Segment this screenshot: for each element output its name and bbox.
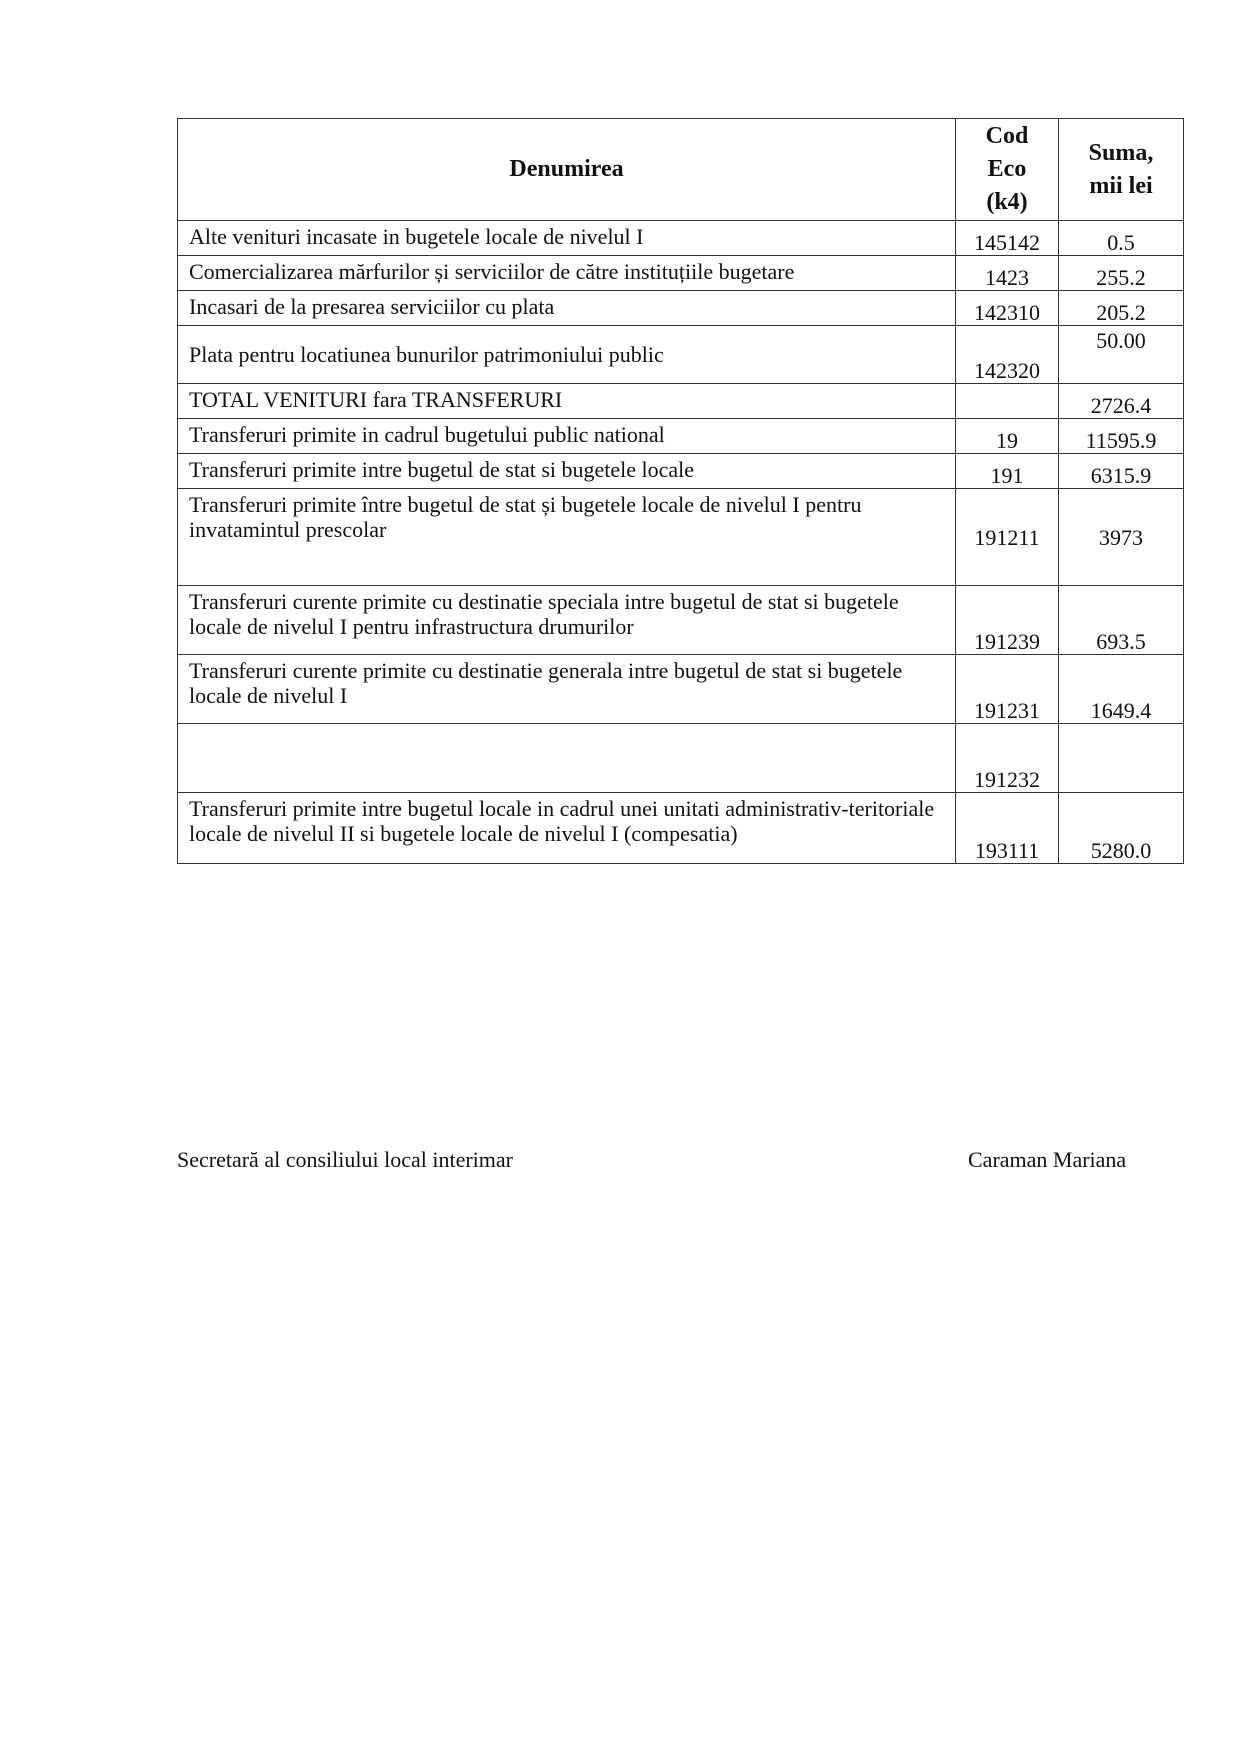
header-cod-eco-line: Cod — [985, 123, 1029, 149]
row-name: Incasari de la presarea serviciilor cu plata — [178, 291, 956, 326]
row-name: Transferuri curente primite cu destinatie generala intre bugetul de stat si bugetele locale de nivelul I — [178, 655, 956, 724]
table-row — [178, 419, 1184, 454]
table-row — [178, 793, 1184, 864]
table-row — [178, 291, 1184, 326]
row-sum: 11595.9 — [1059, 419, 1184, 454]
row-name: Transferuri curente primite cu destinatie speciala intre bugetul de stat si bugetele locale de nivelul I pentru infrastructura drumurilor — [178, 586, 956, 655]
header-suma-line: Suma, — [1088, 139, 1154, 166]
row-name: Transferuri primite in cadrul bugetului public national — [178, 419, 956, 454]
row-code: 191 — [956, 454, 1059, 489]
row-sum: 50.00 — [1059, 326, 1184, 384]
row-sum: 1649.4 — [1059, 655, 1184, 724]
row-name — [178, 724, 956, 793]
table-row — [178, 221, 1184, 256]
row-name: Transferuri primite intre bugetul de stat si bugetele locale — [178, 454, 956, 489]
row-code: 19 — [956, 419, 1059, 454]
row-code: 191231 — [956, 655, 1059, 724]
row-code: 191232 — [956, 724, 1059, 793]
row-code: 193111 — [956, 793, 1059, 864]
row-code: 142320 — [956, 326, 1059, 384]
row-code: 191239 — [956, 586, 1059, 655]
row-sum: 0.5 — [1059, 221, 1184, 256]
row-code: 145142 — [956, 221, 1059, 256]
row-code — [956, 384, 1059, 419]
row-name: Plata pentru locatiunea bunurilor patrimoniului public — [178, 326, 956, 384]
row-sum: 5280.0 — [1059, 793, 1184, 864]
table-row — [178, 489, 1184, 586]
table-row — [178, 655, 1184, 724]
table-row-total — [178, 384, 1184, 419]
row-name: Alte venituri incasate in bugetele locale de nivelul I — [178, 221, 956, 256]
table-row — [178, 256, 1184, 291]
row-name: Comercializarea mărfurilor și serviciilor de către instituțiile bugetare — [178, 256, 956, 291]
header-suma — [1059, 119, 1184, 221]
row-sum: 205.2 — [1059, 291, 1184, 326]
row-sum: 255.2 — [1059, 256, 1184, 291]
row-code: 191211 — [956, 489, 1059, 586]
row-sum: 2726.4 — [1059, 384, 1184, 419]
header-cod-eco-line: Eco — [987, 156, 1027, 182]
header-cod-eco-line: (k4) — [986, 189, 1028, 215]
row-sum: 693.5 — [1059, 586, 1184, 655]
header-cod-eco — [956, 119, 1059, 221]
table-row — [178, 724, 1184, 793]
row-sum: 3973 — [1059, 489, 1184, 586]
table-row — [178, 586, 1184, 655]
row-name: Transferuri primite între bugetul de stat și bugetele locale de nivelul I pentru invatamintul prescolar — [178, 489, 956, 586]
table-row — [178, 454, 1184, 489]
row-name: TOTAL VENITURI fara TRANSFERURI — [178, 384, 956, 419]
table-header-row — [178, 119, 1184, 221]
table-row — [178, 326, 1184, 384]
signatory-name: Caraman Mariana — [968, 1147, 1127, 1172]
header-suma-line: mii lei — [1089, 172, 1153, 199]
row-sum: 6315.9 — [1059, 454, 1184, 489]
header-denumirea: Denumirea — [178, 119, 956, 221]
signatory-role: Secretară al consiliului local interimar — [177, 1147, 513, 1172]
row-sum — [1059, 724, 1184, 793]
row-name: Transferuri primite intre bugetul locale in cadrul unei unitati administrativ-teritoriale locale de nivelul II si bugetele locale de nivelul I (compesatia) — [178, 793, 956, 864]
row-code: 142310 — [956, 291, 1059, 326]
row-code: 1423 — [956, 256, 1059, 291]
budget-revenue-table — [177, 118, 1184, 864]
